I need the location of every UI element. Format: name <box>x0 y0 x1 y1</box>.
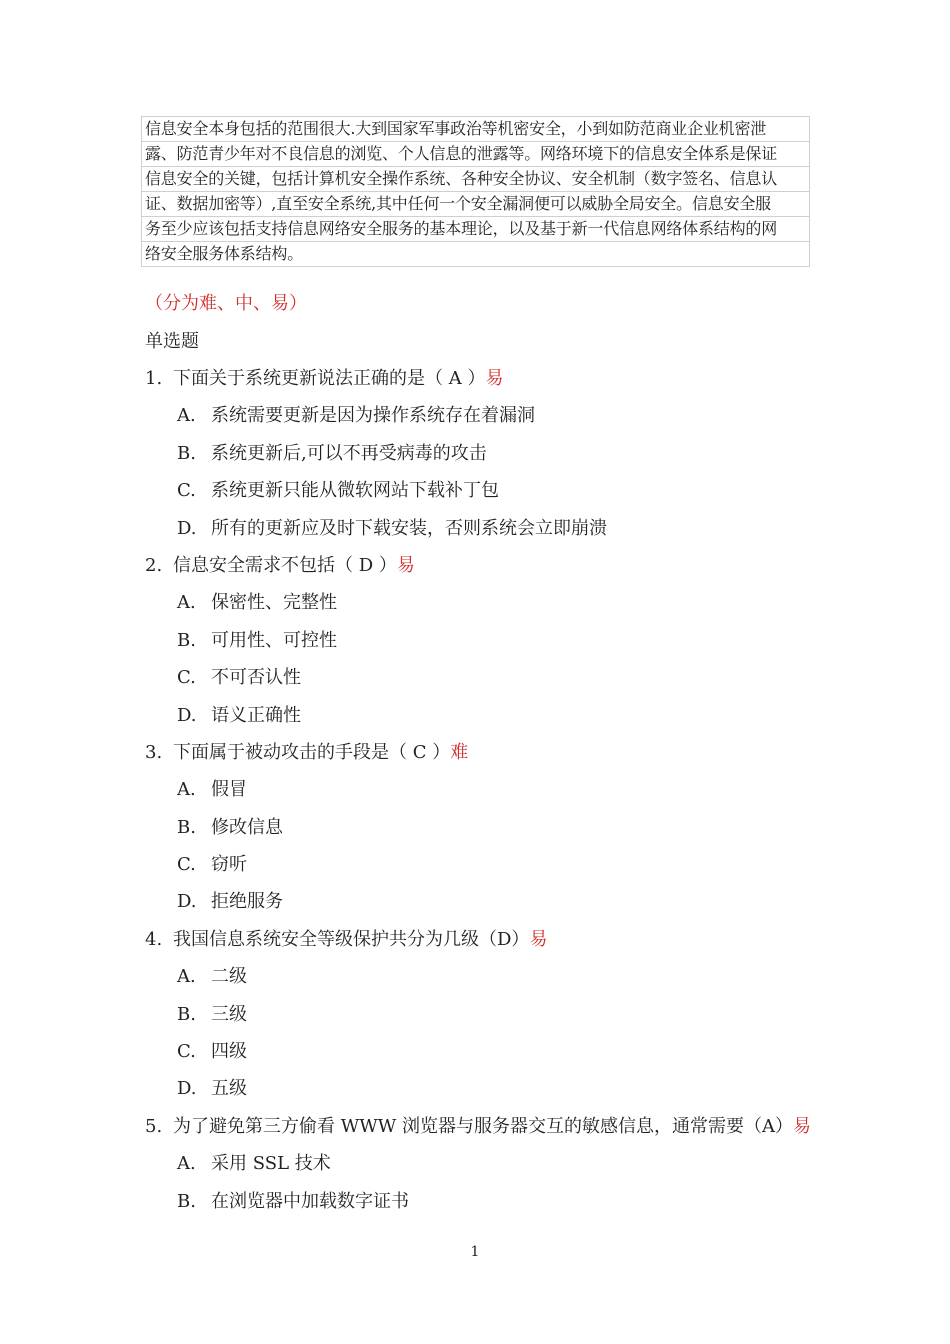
option-b <box>145 1001 825 1038</box>
option-letter: A. <box>177 966 196 988</box>
question-text: 下面关于系统更新说法正确的是（ A ） <box>173 368 486 389</box>
option-text: 拒绝服务 <box>211 891 283 913</box>
difficulty-note: （分为难、中、易） <box>145 293 307 314</box>
question-text: 下面属于被动攻击的手段是（ C ） <box>173 741 451 763</box>
option-text: 采用 SSL 技术 <box>211 1153 331 1175</box>
option-d <box>145 1075 825 1112</box>
option-a <box>145 402 825 439</box>
option-text: 三级 <box>211 1003 247 1025</box>
page-number: 1 <box>470 1244 480 1260</box>
question-3 <box>145 739 825 776</box>
option-letter: B. <box>177 816 196 838</box>
difficulty-label: 易 <box>529 928 548 950</box>
option-text: 四级 <box>211 1041 247 1063</box>
question-4 <box>145 926 825 963</box>
option-letter: B. <box>177 629 196 651</box>
option-letter: B. <box>177 1190 196 1212</box>
option-letter: B. <box>177 442 196 464</box>
option-text: 保密性、完整性 <box>211 592 337 614</box>
option-text: 五级 <box>211 1078 247 1100</box>
option-text: 可用性、可控性 <box>211 629 337 651</box>
option-c <box>145 851 825 888</box>
option-a <box>145 963 825 1000</box>
option-b <box>145 814 825 851</box>
option-d <box>145 888 825 925</box>
option-letter: D. <box>177 517 197 539</box>
intro-line: 证、数据加密等）,直至安全系统,其中任何一个安全漏洞便可以威胁全局安全。信息安全服 <box>142 192 809 217</box>
option-text: 二级 <box>211 966 247 988</box>
option-text: 系统需要更新是因为操作系统存在着漏洞 <box>211 405 535 427</box>
question-number: 5. <box>145 1115 163 1137</box>
option-letter: A. <box>177 779 196 801</box>
question-text: 信息安全需求不包括（ D ） <box>173 554 397 576</box>
option-text: 语义正确性 <box>211 704 301 726</box>
question-number: 2. <box>145 554 163 576</box>
option-letter: D. <box>177 704 197 726</box>
option-letter: C. <box>177 480 196 502</box>
option-letter: C. <box>177 667 196 689</box>
intro-line: 务至少应该包括支持信息网络安全服务的基本理论，以及基于新一代信息网络体系结构的网 <box>142 217 809 242</box>
option-b <box>145 440 825 477</box>
question-5 <box>145 1113 825 1150</box>
option-letter: B. <box>177 1003 196 1025</box>
question-text: 为了避免第三方偷看 WWW 浏览器与服务器交互的敏感信息，通常需要（A） <box>173 1115 793 1137</box>
option-text: 修改信息 <box>211 816 283 838</box>
question-2 <box>145 552 825 589</box>
option-letter: C. <box>177 854 196 876</box>
intro-line: 信息安全的关键，包括计算机安全操作系统、各种安全协议、安全机制（数字签名、信息认 <box>142 167 809 192</box>
option-text: 在浏览器中加载数字证书 <box>211 1190 409 1212</box>
difficulty-label: 难 <box>450 741 469 763</box>
intro-line: 络安全服务体系结构。 <box>145 244 304 263</box>
option-text: 不可否认性 <box>211 667 301 689</box>
option-c <box>145 1038 825 1075</box>
question-number: 1. <box>145 368 163 389</box>
option-text: 系统更新后,可以不再受病毒的攻击 <box>211 442 487 464</box>
option-a <box>145 1150 825 1187</box>
option-b <box>145 1188 825 1225</box>
option-letter: A. <box>177 592 196 614</box>
option-text: 窃听 <box>211 854 247 876</box>
option-text: 假冒 <box>211 779 247 801</box>
question-number: 3. <box>145 741 163 763</box>
option-letter: A. <box>177 405 196 427</box>
option-letter: C. <box>177 1041 196 1063</box>
difficulty-label: 易 <box>792 1115 811 1137</box>
question-list <box>145 365 825 1225</box>
option-b <box>145 627 825 664</box>
section-title: 单选题 <box>145 331 199 352</box>
intro-line: 信息安全本身包括的范围很大.大到国家军事政治等机密安全，小到如防范商业企业机密泄 <box>142 117 809 142</box>
option-letter: D. <box>177 1078 197 1100</box>
intro-paragraph-box <box>141 116 810 267</box>
option-text: 所有的更新应及时下载安装，否则系统会立即崩溃 <box>211 517 607 539</box>
option-d <box>145 702 825 739</box>
option-text: 系统更新只能从微软网站下载补丁包 <box>211 480 499 502</box>
option-a <box>145 589 825 626</box>
difficulty-label: 易 <box>485 368 504 389</box>
question-1 <box>145 365 825 402</box>
option-c <box>145 664 825 701</box>
option-d <box>145 515 825 552</box>
question-text: 我国信息系统安全等级保护共分为几级（D） <box>173 928 530 950</box>
option-letter: D. <box>177 891 197 913</box>
question-number: 4. <box>145 928 163 950</box>
intro-line: 露、防范青少年对不良信息的浏览、个人信息的泄露等。网络环境下的信息安全体系是保证 <box>142 142 809 167</box>
option-letter: A. <box>177 1153 196 1175</box>
option-a <box>145 776 825 813</box>
option-c <box>145 477 825 514</box>
difficulty-label: 易 <box>396 554 415 576</box>
